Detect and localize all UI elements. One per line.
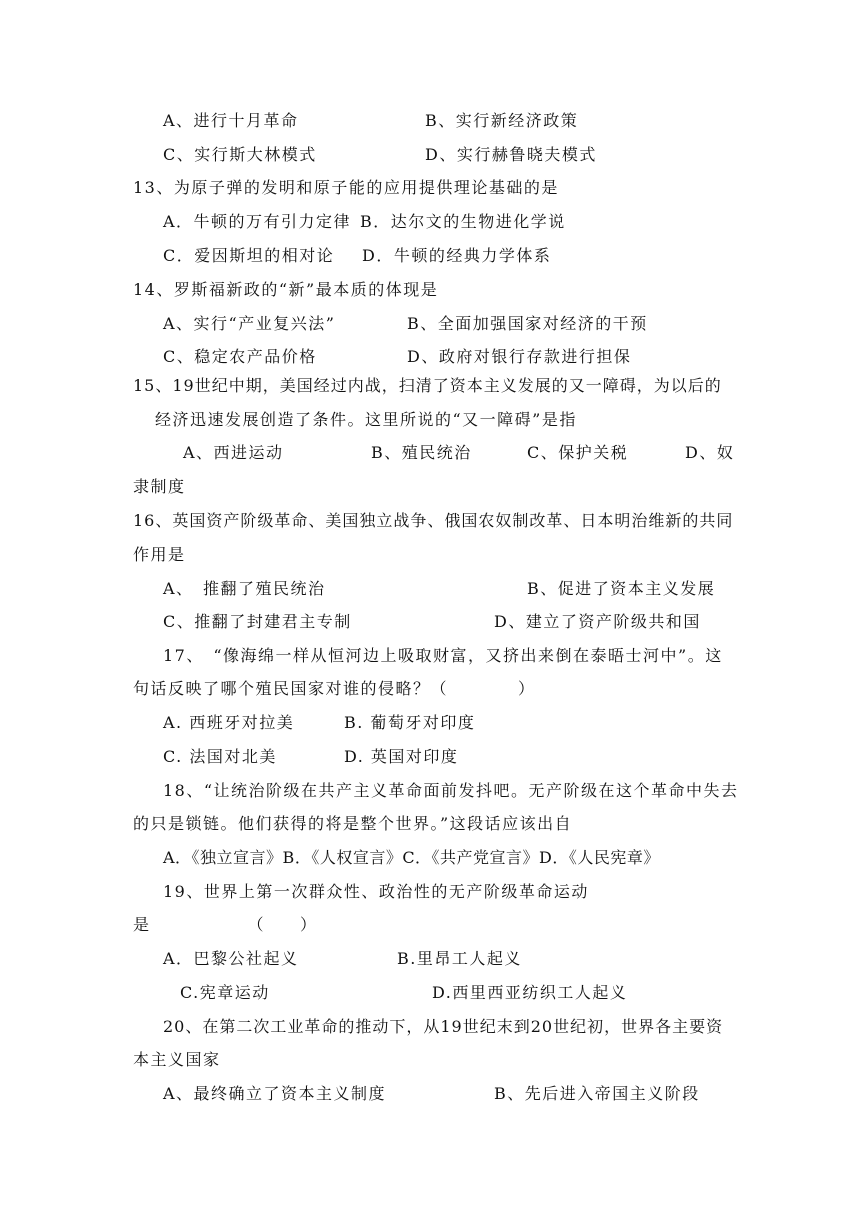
text-line: C.宪章运动 bbox=[180, 983, 270, 1002]
text-line: 句话反映了哪个殖民国家对谁的侵略？（ ） bbox=[133, 679, 536, 698]
text-line: B. 葡萄牙对印度 bbox=[344, 713, 476, 732]
text-line: D、奴 bbox=[685, 443, 735, 462]
text-line: A、进行十月革命 bbox=[163, 111, 299, 130]
text-line: D、建立了资产阶级共和国 bbox=[494, 612, 701, 631]
text-line: B、殖民统治 bbox=[371, 443, 472, 462]
text-line: B、先后进入帝国主义阶段 bbox=[494, 1084, 700, 1103]
text-line: 隶制度 bbox=[133, 477, 186, 496]
text-line: A、西进运动 bbox=[183, 443, 284, 462]
text-line: 18、“让统治阶级在共产主义革命面前发抖吧。无产阶级在这个革命中失去 bbox=[163, 781, 739, 800]
text-line: A．巴黎公社起义 bbox=[163, 949, 299, 968]
text-line: 经济迅速发展创造了条件。这里所说的“又一障碍”是指 bbox=[155, 410, 577, 429]
text-line: 是 （ ） bbox=[133, 915, 318, 934]
text-line: C. 法国对北美 bbox=[163, 747, 277, 766]
text-line: C、推翻了封建君主专制 bbox=[163, 612, 352, 631]
text-line: D、政府对银行存款进行担保 bbox=[407, 347, 632, 366]
text-line: 本主义国家 bbox=[133, 1050, 221, 1069]
text-line: A、实行“产业复兴法” bbox=[163, 314, 336, 333]
text-line: B.里昂工人起义 bbox=[397, 949, 522, 968]
text-line: 16、英国资产阶级革命、美国独立战争、俄国农奴制改革、日本明治维新的共同 bbox=[133, 511, 734, 530]
text-line: A．牛顿的万有引力定律 bbox=[163, 212, 352, 231]
text-line: B、促进了资本主义发展 bbox=[527, 579, 716, 598]
text-line: 14、罗斯福新政的“新”最本质的体现是 bbox=[133, 280, 439, 299]
text-line: D．牛顿的经典力学体系 bbox=[362, 246, 552, 265]
text-line: 20、在第二次工业革命的推动下，从19世纪末到20世纪初，世界各主要资 bbox=[163, 1017, 724, 1036]
text-line: 作用是 bbox=[133, 545, 186, 564]
text-line: C、实行斯大林模式 bbox=[163, 145, 317, 164]
text-line: D.西里西亚纺织工人起义 bbox=[432, 983, 628, 1002]
text-line: A、最终确立了资本主义制度 bbox=[163, 1084, 387, 1103]
text-line: B、实行新经济政策 bbox=[425, 111, 579, 130]
text-line: C、保护关税 bbox=[527, 443, 629, 462]
text-line: B、全面加强国家对经济的干预 bbox=[407, 314, 648, 333]
text-line: A、 推翻了殖民统治 bbox=[163, 579, 326, 598]
text-line: A. 西班牙对拉美 bbox=[163, 713, 295, 732]
text-line: 的只是锁链。他们获得的将是整个世界。”这段话应该出自 bbox=[133, 814, 573, 833]
text-line: C、稳定农产品价格 bbox=[163, 347, 317, 366]
text-line: B．达尔文的生物进化学说 bbox=[360, 212, 566, 231]
text-line: D、实行赫鲁晓夫模式 bbox=[425, 145, 597, 164]
text-line: D. 英国对印度 bbox=[344, 747, 459, 766]
text-line: 13、为原子弹的发明和原子能的应用提供理论基础的是 bbox=[133, 178, 559, 197]
text-line: 17、 “像海绵一样从恒河边上吸取财富，又挤出来倒在泰晤士河中”。这 bbox=[163, 646, 723, 665]
text-line: C．爱因斯坦的相对论 bbox=[163, 246, 335, 265]
text-line: 19、世界上第一次群众性、政治性的无产阶级革命运动 bbox=[163, 882, 589, 901]
text-line: 15、19世纪中期，美国经过内战，扫清了资本主义发展的又一障碍，为以后的 bbox=[133, 376, 722, 395]
text-line: A．《独立宣言》B．《人权宣言》C．《共产党宣言》D．《人民宪章》 bbox=[163, 848, 660, 867]
